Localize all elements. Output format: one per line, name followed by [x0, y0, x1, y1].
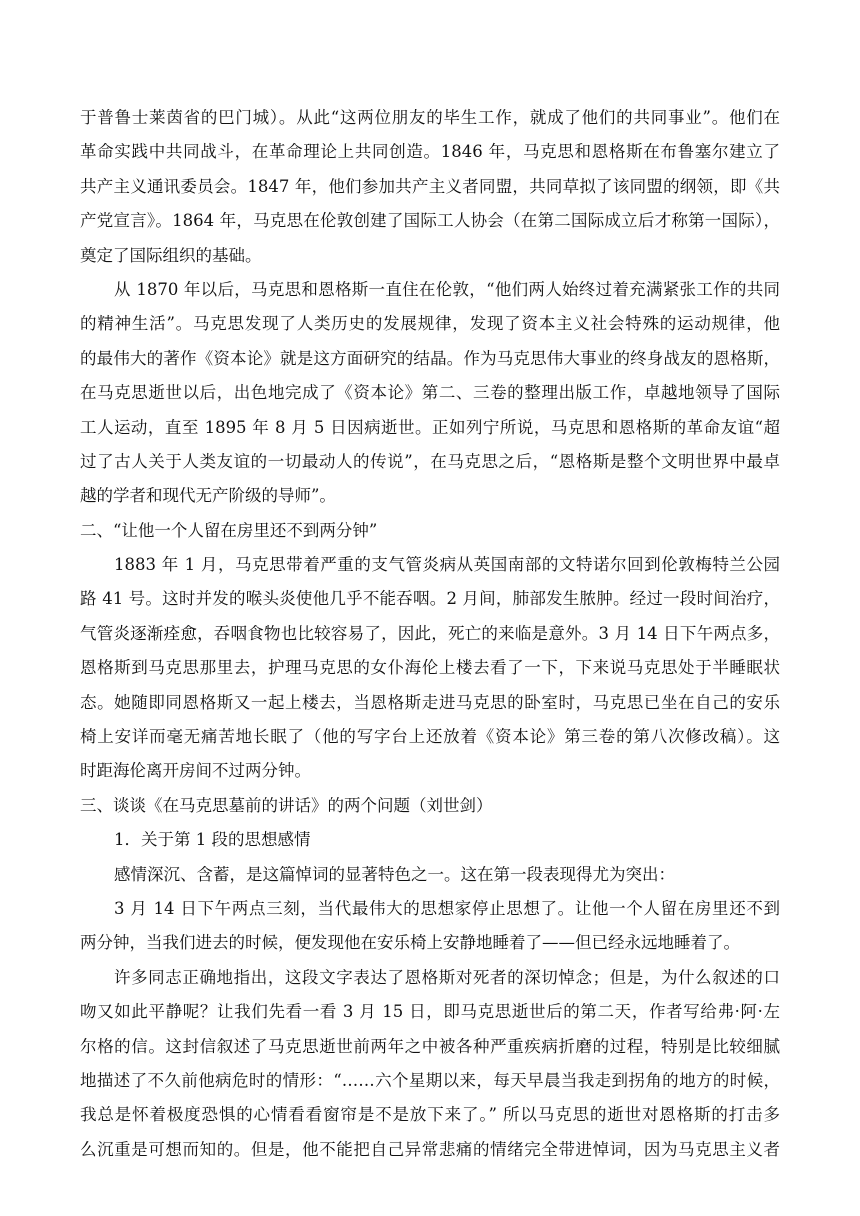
text-line: 地描述了不久前他病危时的情形：“……六个星期以来，每天早晨当我走到拐角的地方的时候， — [80, 1070, 780, 1090]
document-body — [80, 101, 780, 1167]
text-line: 感情深沉、含蓄，是这篇悼词的显著特色之一。这在第一段表现得尤为突出： — [114, 864, 675, 884]
text-line: 奠定了国际组织的基础。 — [80, 245, 262, 265]
text-line: 尔格的信。这封信叙述了马克思逝世前两年之中被各种严重疾病折磨的过程，特别是比较细腻 — [80, 1036, 780, 1056]
text-line: 于普鲁士莱茵省的巴门城）。从此“这两位朋友的毕生工作，就成了他们的共同事业”。他们在 — [80, 108, 780, 127]
text-line: 我总是怀着极度恐惧的心情看看窗帘是不是放下来了。” 所以马克思的逝世对恩格斯的打击多 — [80, 1105, 780, 1125]
text-line: 路 41 号。这时并发的喉头炎使他几乎不能吞咽。2 月间，肺部发生脓肿。经过一段时间治疗， — [80, 589, 780, 609]
text-line: 时距海伦离开房间不过两分钟。 — [80, 761, 311, 781]
text-line: 在马克思逝世以后，出色地完成了《资本论》第二、三卷的整理出版工作，卓越地领导了国际 — [80, 383, 780, 403]
text-line: 气管炎逐渐痊愈，吞咽食物也比较容易了，因此，死亡的来临是意外。3 月 14 日下午两点多， — [80, 623, 780, 643]
text-line: 的最伟大的著作《资本论》就是这方面研究的结晶。作为马克思伟大事业的终身战友的恩格斯， — [80, 348, 780, 368]
text-line: 两分钟，当我们进去的时候，便发现他在安乐椅上安静地睡着了——但已经永远地睡着了。 — [80, 933, 740, 953]
text-line: 革命实践中共同战斗，在革命理论上共同创造。1846 年，马克思和恩格斯在布鲁塞尔建立了 — [80, 142, 780, 162]
text-line: 么沉重是可想而知的。但是，他不能把自己异常悲痛的情绪完全带进悼词，因为马克思主义者 — [80, 1139, 780, 1159]
section-heading: 二、“让他一个人留在房里还不到两分钟” — [80, 520, 378, 540]
text-line: 的精神生活”。马克思发现了人类历史的发展规律，发现了资本主义社会特殊的运动规律，他 — [80, 314, 780, 334]
text-line: 共产主义通讯委员会。1847 年，他们参加共产主义者同盟，共同草拟了该同盟的纲领，即《共 — [80, 176, 780, 196]
section-heading: 三、谈谈《在马克思墓前的讲话》的两个问题（刘世剑） — [80, 795, 493, 815]
text-line: 吻又如此平静呢？让我们先看一看 3 月 15 日，即马克思逝世后的第二天，作者写给弗·阿·左 — [80, 1002, 780, 1022]
text-line: 许多同志正确地指出，这段文字表达了恩格斯对死者的深切悼念；但是，为什么叙述的口 — [114, 967, 780, 987]
text-line: 1．关于第 1 段的思想感情 — [114, 830, 311, 850]
text-line: 1883 年 1 月，马克思带着严重的支气管炎病从英国南部的文特诺尔回到伦敦梅特兰公园 — [114, 555, 780, 575]
text-line: 越的学者和现代无产阶级的导师”。 — [80, 486, 336, 506]
text-line: 3 月 14 日下午两点三刻，当代最伟大的思想家停止思想了。让他一个人留在房里还不到 — [114, 898, 780, 918]
text-line: 产党宣言》。1864 年，马克思在伦敦创建了国际工人协会（在第二国际成立后才称第一国际）， — [80, 211, 780, 231]
text-line: 恩格斯到马克思那里去，护理马克思的女仆海伦上楼去看了一下，下来说马克思处于半睡眠状 — [80, 658, 780, 678]
text-line: 椅上安详而毫无痛苦地长眠了（他的写字台上还放着《资本论》第三卷的第八次修改稿）。这 — [80, 727, 780, 747]
text-line: 态。她随即同恩格斯又一起上楼去，当恩格斯走进马克思的卧室时，马克思已坐在自己的安乐 — [80, 692, 780, 712]
text-line: 从 1870 年以后，马克思和恩格斯一直住在伦敦，“他们两人始终过着充满紧张工作的共同 — [114, 279, 780, 299]
text-line: 工人运动，直至 1895 年 8 月 5 日因病逝世。正如列宁所说，马克思和恩格斯的革命友谊“超 — [80, 417, 780, 437]
text-line: 过了古人关于人类友谊的一切最动人的传说”，在马克思之后，“恩格斯是整个文明世界中最卓 — [80, 451, 780, 471]
